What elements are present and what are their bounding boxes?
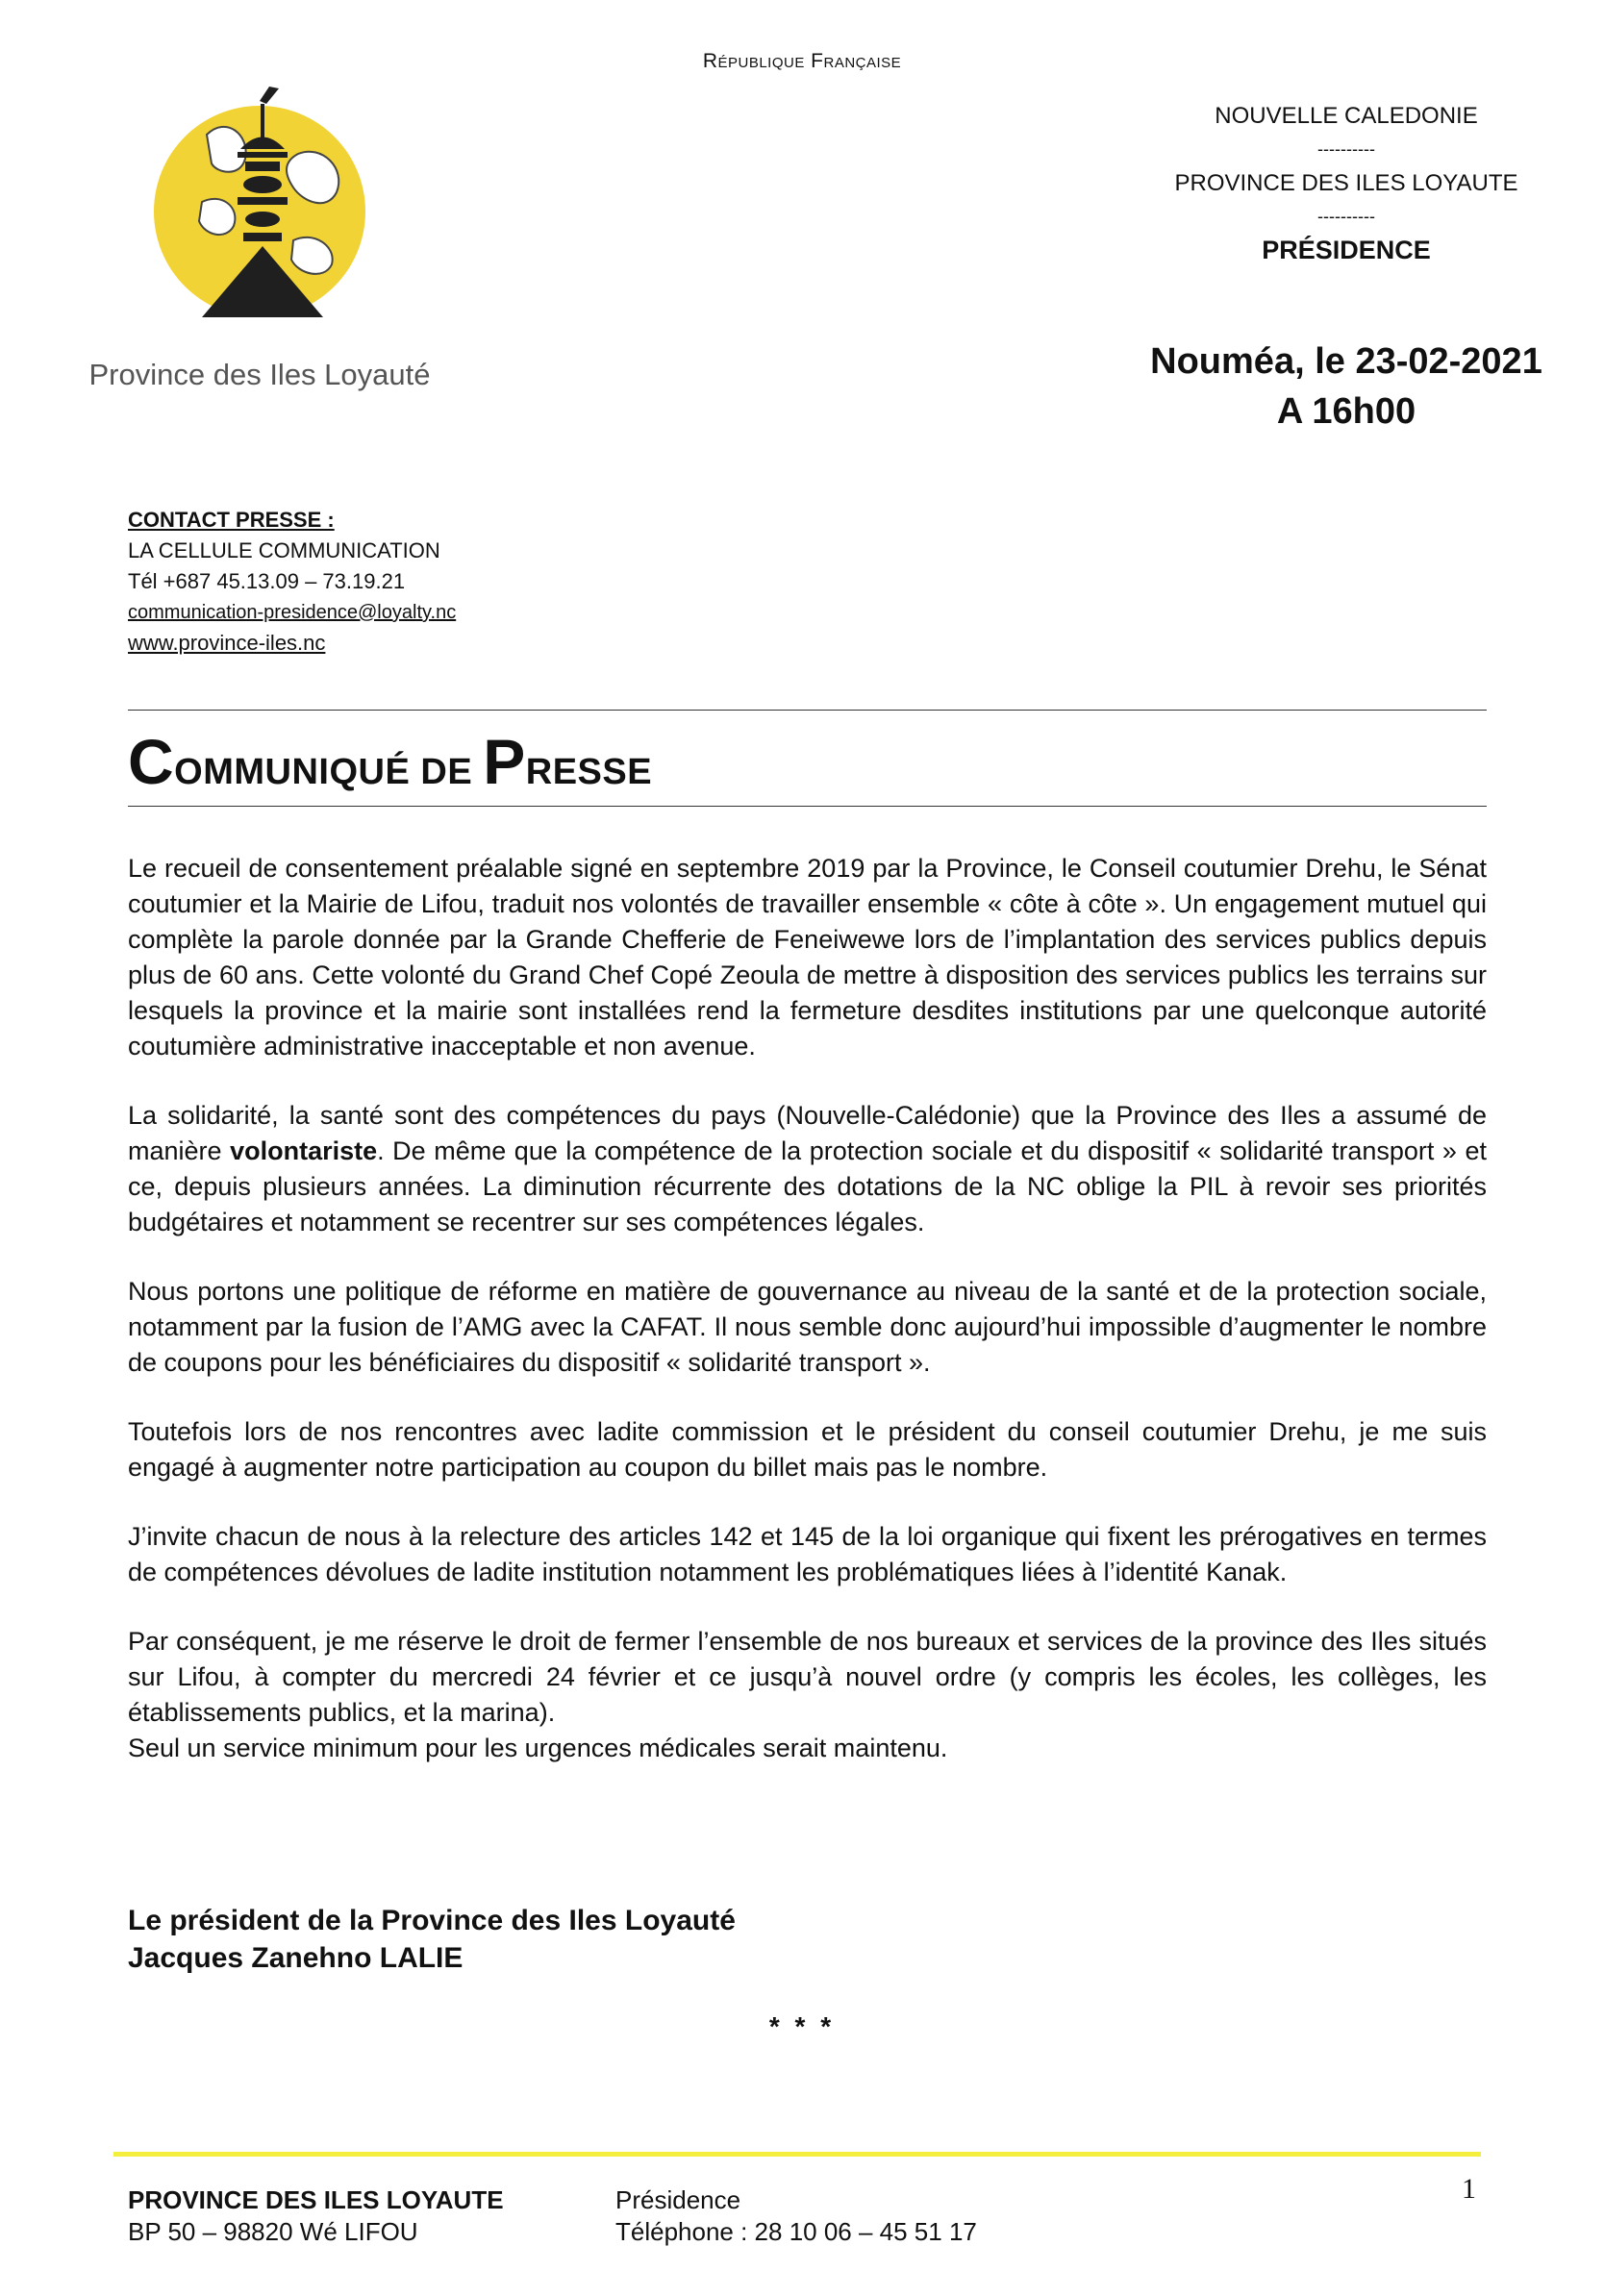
body-paragraph: La solidarité, la santé sont des compétences du pays (Nouvelle-Calédonie) que la Province des Iles a assumé de manière volontariste. De même que la compétence de la protection sociale et du dispositif « solidarité transport » et ce, depuis plusieurs années. La diminution récurrente des dotations de la NC oblige la PIL à revoir ses priorités budgétaires et notamment se recentrer sur ses compétences légales. bbox=[128, 1101, 1488, 1236]
org-line-province: PROVINCE DES ILES LOYAUTE bbox=[1174, 170, 1518, 196]
body-paragraph: Nous portons une politique de réforme en matière de gouvernance au niveau de la santé et de la protection sociale, notamment par la fusion de l’AMG avec la CAFAT. Il nous semble donc aujourd’hui impossible d’augmenter le nombre de coupons pour les bénéficiaires du dispositif « solidarité transport ». bbox=[128, 1277, 1487, 1377]
contact-cellule: LA CELLULE COMMUNICATION bbox=[128, 538, 440, 562]
org-line-presidence: PRÉSIDENCE bbox=[1262, 236, 1431, 264]
body-paragraph: Le recueil de consentement préalable signé en septembre 2019 par la Province, le Conseil coutumier Drehu, le Sénat coutumier et la Mairie de Lifou, traduit nos volontés de travailler ensemble « côte à côte ». Un engagement mutuel qui complète la parole donnée par la Grande Chefferie de Feneiwewe lors de l’implantation des services publics depuis plus de 60 ans. Cette volonté du Grand Chef Copé Zeoula de mettre à disposition des services publics les terrains sur lesquels la province et la mairie sont installées rend la fermeture desdites institutions par une quelconque autorité coutumière administrative inacceptable et non avenue. bbox=[128, 854, 1487, 1061]
closing-stars: * * * bbox=[768, 2011, 836, 2041]
org-separator: ---------- bbox=[1317, 139, 1375, 159]
contact-email-link[interactable]: communication-presidence@loyalty.nc bbox=[128, 602, 457, 623]
contact-website-link[interactable]: www.province-iles.nc bbox=[128, 631, 326, 655]
press-release-body bbox=[128, 851, 1487, 1800]
province-logo-icon bbox=[149, 77, 380, 327]
footer-postal-address: BP 50 – 98820 Wé LIFOU bbox=[128, 2217, 418, 2246]
org-line-nouvelle-caledonie: NOUVELLE CALEDONIE bbox=[1215, 103, 1478, 129]
body-paragraph: Par conséquent, je me réserve le droit de fermer l’ensemble de nos bureaux et services de la province des Iles situés sur Lifou, à compter du mercredi 24 février et ce jusqu’à nouvel ordre (y compris les écoles, les collèges, les établissements publics, et la marina). bbox=[128, 1627, 1487, 1727]
body-paragraph: Toutefois lors de nos rencontres avec ladite commission et le président du conseil coutumier Drehu, je me suis engagé à augmenter notre participation au coupon du billet mais pas le nombre. bbox=[128, 1417, 1487, 1482]
org-separator: ---------- bbox=[1317, 207, 1375, 226]
title-word-rest: RESSE bbox=[525, 752, 653, 792]
press-contact-block bbox=[128, 505, 456, 659]
page-number: 1 bbox=[1462, 2173, 1476, 2205]
date-line: Nouméa, le 23-02-2021 bbox=[1150, 341, 1542, 382]
body-paragraph: J’invite chacun de nous à la relecture des articles 142 et 145 de la loi organique qui fixent les prérogatives en termes de compétences dévolues de ladite institution notamment les problématiques liées à l’identité Kanak. bbox=[128, 1522, 1487, 1586]
signature-name: Jacques Zanehno LALIE bbox=[128, 1942, 464, 1974]
title-bottom-divider bbox=[128, 806, 1487, 807]
title-word-rest: OMMUNIQUÉ DE bbox=[174, 752, 484, 792]
contact-title: CONTACT PRESSE : bbox=[128, 508, 335, 532]
time-line: A 16h00 bbox=[1276, 391, 1416, 432]
body-paragraph: Seul un service minimum pour les urgences médicales serait maintenu. bbox=[128, 1734, 948, 1762]
signature-title: Le président de la Province des Iles Loyauté bbox=[128, 1905, 736, 1936]
footer-department: Présidence bbox=[615, 2185, 741, 2214]
footer-yellow-rule bbox=[113, 2152, 1481, 2157]
footer-org-name: PROVINCE DES ILES LOYAUTE bbox=[128, 2185, 504, 2214]
emphasis-volontariste: volontariste bbox=[230, 1136, 378, 1165]
date-block bbox=[1115, 337, 1577, 437]
footer-address bbox=[128, 2184, 504, 2248]
title-top-divider bbox=[128, 710, 1487, 711]
title-initial-p: P bbox=[483, 726, 526, 797]
logo-caption: Province des Iles Loyauté bbox=[88, 358, 431, 391]
signature-block bbox=[128, 1902, 736, 1977]
footer-contact bbox=[615, 2184, 977, 2248]
republique-francaise-header: République Française bbox=[702, 50, 902, 72]
title-initial-c: C bbox=[128, 726, 175, 797]
document-title bbox=[128, 723, 652, 811]
contact-phone: Tél +687 45.13.09 – 73.19.21 bbox=[128, 569, 406, 593]
organization-block bbox=[1120, 99, 1572, 267]
footer-telephone: Téléphone : 28 10 06 – 45 51 17 bbox=[615, 2217, 977, 2246]
